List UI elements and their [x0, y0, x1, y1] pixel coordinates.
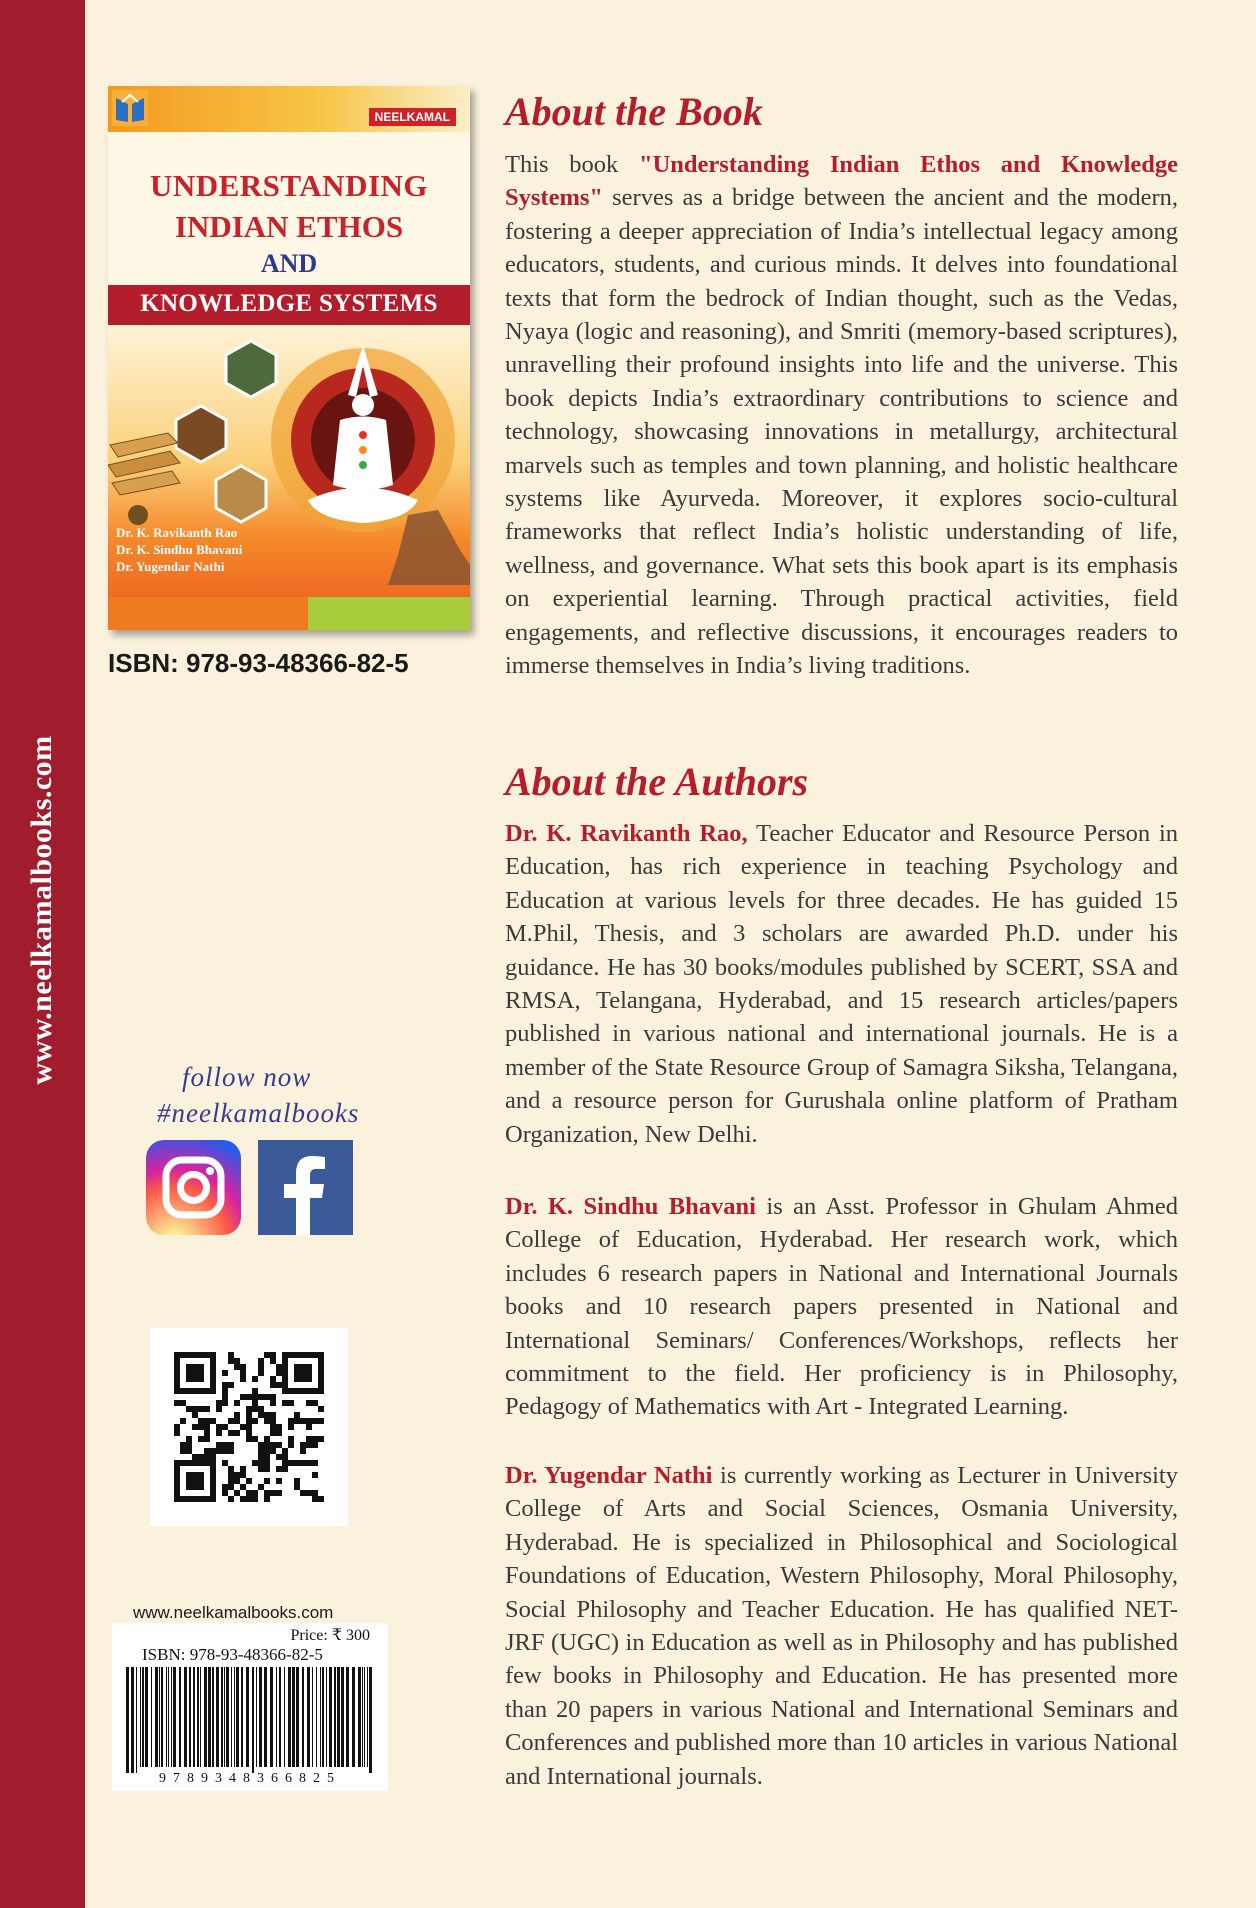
- isbn-label: ISBN: 978-93-48366-82-5: [108, 648, 409, 678]
- author-name-2: Dr. K. Sindhu Bhavani: [505, 1193, 756, 1220]
- cover-author-2: Dr. K. Sindhu Bhavani: [116, 542, 243, 557]
- spine-website-url: www.neelkamalbooks.com: [25, 735, 58, 1085]
- instagram-icon[interactable]: [146, 1140, 241, 1235]
- barcode-bars: [112, 1623, 388, 1791]
- about-authors-heading: About the Authors: [505, 759, 809, 804]
- cover-title-line3: KNOWLEDGE SYSTEMS: [140, 290, 438, 317]
- author-bio-text-1: Teacher Educator and Resource Person in Education, has rich experience in teaching Psychology and Education at various levels for three decades. He has guided 15 M.Phil, Thesis, and 3 scholars are awarded Ph.D. under his guidance. He has 30 books/modules published by SCERT, SSA and RMSA, Telangana, Hyderabad, and 15 research articles/papers published in various national and international journals. He is a member of the State Resource Group of Samagra Siksha, Telangana, and a resource person for Gurushala online platform of Pratham Organization, New Delhi.: [505, 820, 1179, 1148]
- author-bio-1: [505, 817, 1178, 1151]
- about-book-heading: About the Book: [505, 89, 763, 134]
- spine-band: [0, 0, 85, 1908]
- author-bio-text-2: is an Asst. Professor in Ghulam Ahmed College of Education, Hyderabad. Her research work, which includes 6 research papers in National and International Journals books and 10 research papers presented in National and International Seminars/ Conferences/Workshops, reflects her commitment to the field. Her proficiency is in Philosophy, Pedagogy of Mathematics with Art - Integrated Learning.: [505, 1193, 1178, 1421]
- cover-illustration: [108, 325, 470, 630]
- author-bio-3: [505, 1459, 1178, 1793]
- author-name-3: Dr. Yugendar Nathi: [505, 1462, 713, 1489]
- cover-author-3: Dr. Yugendar Nathi: [116, 559, 225, 574]
- qr-code: [150, 1328, 348, 1526]
- follow-now-text: follow now: [182, 1062, 312, 1092]
- about-book-intro: This book: [505, 151, 639, 178]
- cover-title-line2: INDIAN ETHOS: [174, 209, 404, 244]
- barcode-panel: [112, 1623, 388, 1791]
- cover-title-and: AND: [260, 249, 318, 278]
- publisher-logo-icon: [112, 90, 148, 126]
- cover-title-line1: UNDERSTANDING: [149, 168, 429, 203]
- barcode-digits: 9789348366825: [159, 1771, 341, 1786]
- barcode-isbn-label: ISBN: 978-93-48366-82-5: [142, 1645, 323, 1664]
- author-bio-text-3: is currently working as Lecturer in University College of Arts and Social Sciences, Osmania University, Hyderabad. He is specialized in Philosophical and Sociological Foundations of Education, Western Philosophy, Moral Philosophy, Social Philosophy and Teacher Education. He has qualified NET-JRF (UGC) in Education as well as in Philosophy and has published few books in Philosophy and Education. He has presented more than 20 papers in various National and International Seminars and Conferences and published more than 10 articles in various National and International journals.: [505, 1462, 1178, 1790]
- author-bio-2: [505, 1190, 1178, 1424]
- book-title-highlight: "Understanding Indian Ethos and Knowledge Systems": [505, 151, 1178, 212]
- hashtag-text: #neelkamalbooks: [157, 1098, 360, 1128]
- cover-author-1: Dr. K. Ravikanth Rao: [116, 525, 238, 540]
- about-book-paragraph: [505, 148, 1178, 683]
- price-label: Price: ₹ 300: [290, 1627, 370, 1644]
- front-cover-thumbnail: [108, 86, 470, 630]
- about-book-body: serves as a bridge between the ancient and the modern, fostering a deeper appreciation of India’s intellectual legacy among educators, students, and curious minds. It delves into foundational texts that form the bedrock of Indian thought, such as the Vedas, Nyaya (logic and reasoning), and Smriti (memory-based scriptures), unravelling their profound insights into life and the universe. This book depicts India’s extraordinary contributions to science and technology, showcasing innovations in metallurgy, architectural marvels such as temples and town planning, and holistic healthcare systems like Ayurveda. Moreover, it explores socio-cultural frameworks that reflect India’s holistic understanding of life, wellness, and governance. What sets this book apart is its emphasis on experiential learning. Through practical activities, field engagements, and reflective discussions, it encourages readers to immerse themselves in India’s living traditions.: [505, 184, 1178, 680]
- author-name-1: Dr. K. Ravikanth Rao,: [505, 820, 748, 847]
- barcode-website-url: www.neelkamalbooks.com: [133, 1603, 334, 1622]
- cover-publisher-label: NEELKAMAL: [369, 108, 456, 126]
- facebook-icon[interactable]: [258, 1140, 353, 1235]
